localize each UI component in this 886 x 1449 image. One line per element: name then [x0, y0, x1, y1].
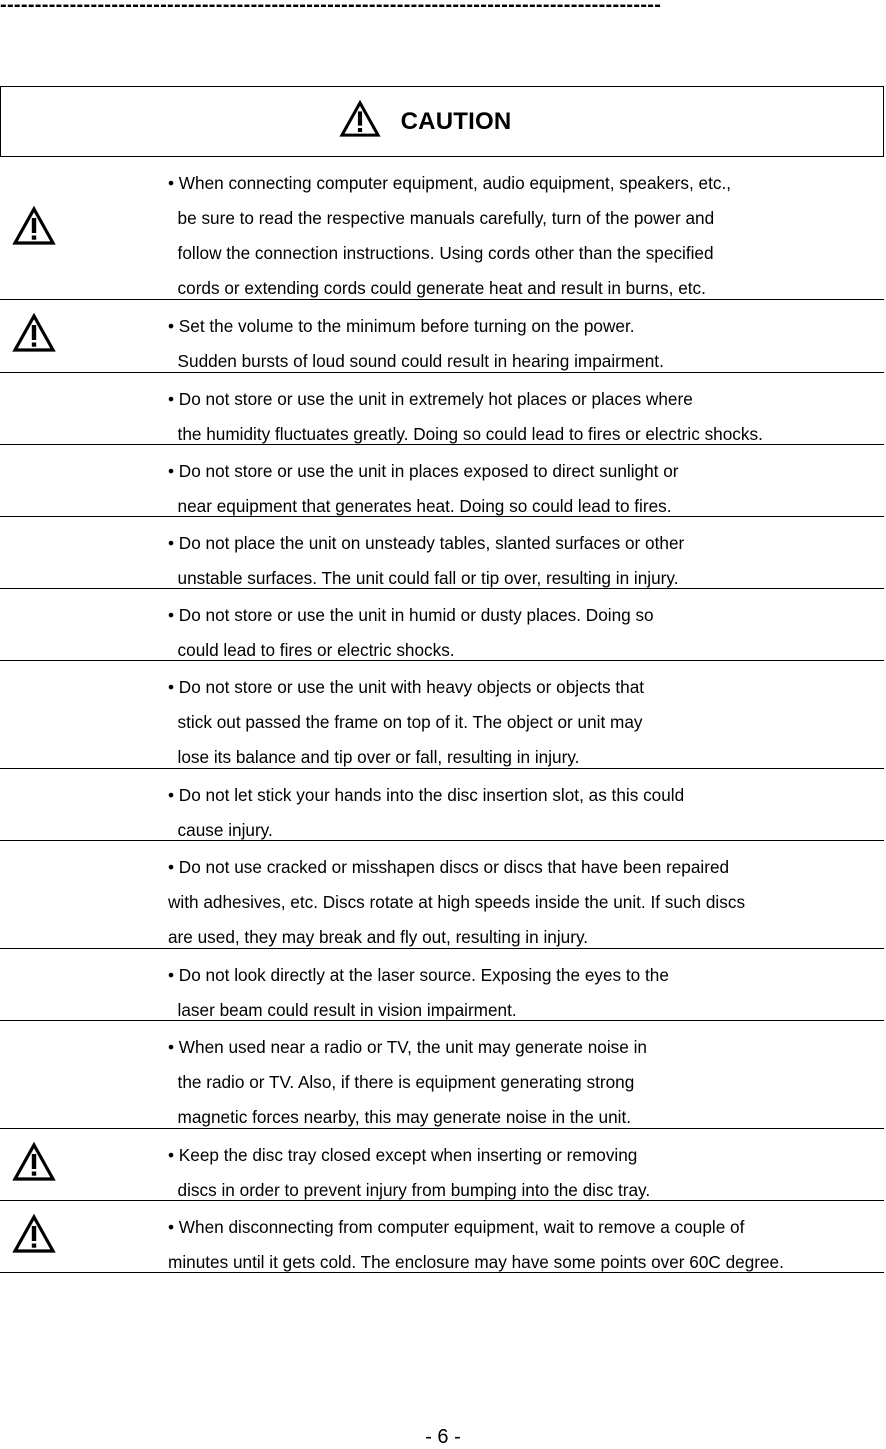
caution-item [0, 589, 884, 661]
caution-item-line: the humidity fluctuates greatly. Doing so could lead to fires or electric shocks. [168, 423, 763, 444]
caution-item-text [0, 949, 884, 1028]
caution-item [0, 300, 884, 372]
caution-item-text [0, 300, 884, 379]
caution-item-line: be sure to read the respective manuals carefully, turn of the power and [168, 208, 715, 228]
caution-item-line: laser beam could result in vision impairment. [168, 1000, 517, 1021]
caution-item [0, 373, 884, 445]
page-number: - 6 - [425, 1426, 461, 1448]
caution-item [0, 157, 884, 300]
caution-item-icon-cell [0, 661, 68, 768]
caution-item-icon-cell [0, 841, 68, 948]
caution-item-text [0, 517, 884, 596]
caution-item-icon-cell [0, 373, 68, 444]
caution-item-line: near equipment that generates heat. Doing so could lead to fires. [168, 495, 672, 516]
caution-item [0, 841, 884, 949]
caution-item-line: could lead to fires or electric shocks. [168, 640, 455, 661]
caution-item [0, 1129, 884, 1201]
caution-item-icon-cell [0, 769, 68, 840]
caution-item-line: • Do not let stick your hands into the disc insertion slot, as this could [168, 785, 685, 806]
caution-item [0, 1021, 884, 1129]
caution-item-line: • Do not store or use the unit with heavy objects or objects that [168, 677, 645, 698]
caution-item-icon-cell [0, 517, 68, 588]
caution-item-line: • When disconnecting from computer equipment, wait to remove a couple of [168, 1217, 745, 1238]
caution-item-icon-cell [0, 1021, 68, 1128]
caution-item-line: are used, they may break and fly out, resulting in injury. [168, 927, 589, 948]
caution-item-line: • Do not look directly at the laser source. Exposing the eyes to the [168, 965, 669, 986]
caution-item-line: the radio or TV. Also, if there is equipment generating strong [168, 1072, 635, 1093]
caution-item-text [0, 1201, 884, 1280]
caution-header-inner [339, 100, 512, 143]
caution-item-text [0, 373, 884, 452]
caution-item-line: stick out passed the frame on top of it. The object or unit may [168, 712, 643, 733]
caution-item-line: • Do not store or use the unit in extremely hot places or places where [168, 388, 693, 409]
caution-item-line: cause injury. [168, 820, 273, 841]
caution-item-icon-cell [0, 157, 68, 299]
caution-item-line: • Do not use cracked or misshapen discs or discs that have been repaired [168, 857, 730, 878]
caution-item [0, 949, 884, 1021]
caution-item-text [0, 769, 884, 848]
caution-items-list [0, 157, 884, 1273]
caution-item-text [0, 1021, 884, 1135]
caution-item-text [0, 157, 884, 306]
caution-item [0, 517, 884, 589]
caution-item-icon-cell [0, 949, 68, 1020]
caution-item-icon-cell [0, 1129, 68, 1200]
caution-item-icon-cell [0, 1201, 68, 1272]
caution-item-text [0, 445, 884, 524]
caution-item-line: unstable surfaces. The unit could fall or tip over, resulting in injury. [168, 567, 679, 588]
warning-triangle-icon [12, 1214, 56, 1259]
caution-item-line: • Do not place the unit on unsteady tables, slanted surfaces or other [168, 532, 685, 553]
caution-item-text [0, 841, 884, 955]
caution-item-line: with adhesives, etc. Discs rotate at high speeds inside the unit. If such discs [168, 892, 746, 913]
caution-item-line: • Do not store or use the unit in humid or dusty places. Doing so [168, 605, 654, 626]
caution-item-icon-cell [0, 589, 68, 660]
caution-item-line: • When connecting computer equipment, audio equipment, speakers, etc., [168, 173, 732, 193]
caution-item-text [0, 661, 884, 775]
warning-triangle-icon [12, 313, 56, 358]
warning-triangle-icon [339, 100, 401, 143]
caution-item-icon-cell [0, 445, 68, 516]
caution-item-line: • Set the volume to the minimum before turning on the power. [168, 316, 635, 337]
caution-item-line: • Keep the disc tray closed except when inserting or removing [168, 1145, 638, 1166]
caution-item-text [0, 1129, 884, 1208]
caution-item-icon-cell [0, 300, 68, 371]
caution-item-line: • Do not store or use the unit in places exposed to direct sunlight or [168, 460, 679, 481]
caution-item-line: minutes until it gets cold. The enclosure may have some points over 60C degree. [168, 1252, 784, 1273]
caution-item [0, 1201, 884, 1273]
caution-item-line: • When used near a radio or TV, the unit may generate noise in [168, 1037, 647, 1058]
top-dashed-rule: ----------------------------------------------------------------------------------------------- [0, 0, 662, 16]
warning-triangle-icon [12, 206, 56, 251]
caution-item [0, 769, 884, 841]
caution-item-text [0, 589, 884, 668]
caution-item-line: lose its balance and tip over or fall, resulting in injury. [168, 747, 580, 768]
caution-item-line: Sudden bursts of loud sound could result in hearing impairment. [168, 351, 664, 372]
warning-triangle-icon [12, 1142, 56, 1187]
caution-title: CAUTION [400, 107, 512, 135]
caution-item-line: discs in order to prevent injury from bumping into the disc tray. [168, 1180, 651, 1201]
caution-item-line: magnetic forces nearby, this may generate noise in the unit. [168, 1107, 632, 1128]
caution-header [0, 86, 884, 157]
caution-item-line: follow the connection instructions. Using cords other than the specified [168, 243, 714, 263]
caution-item [0, 661, 884, 769]
caution-item-line: cords or extending cords could generate heat and result in burns, etc. [168, 278, 706, 298]
caution-item [0, 445, 884, 517]
